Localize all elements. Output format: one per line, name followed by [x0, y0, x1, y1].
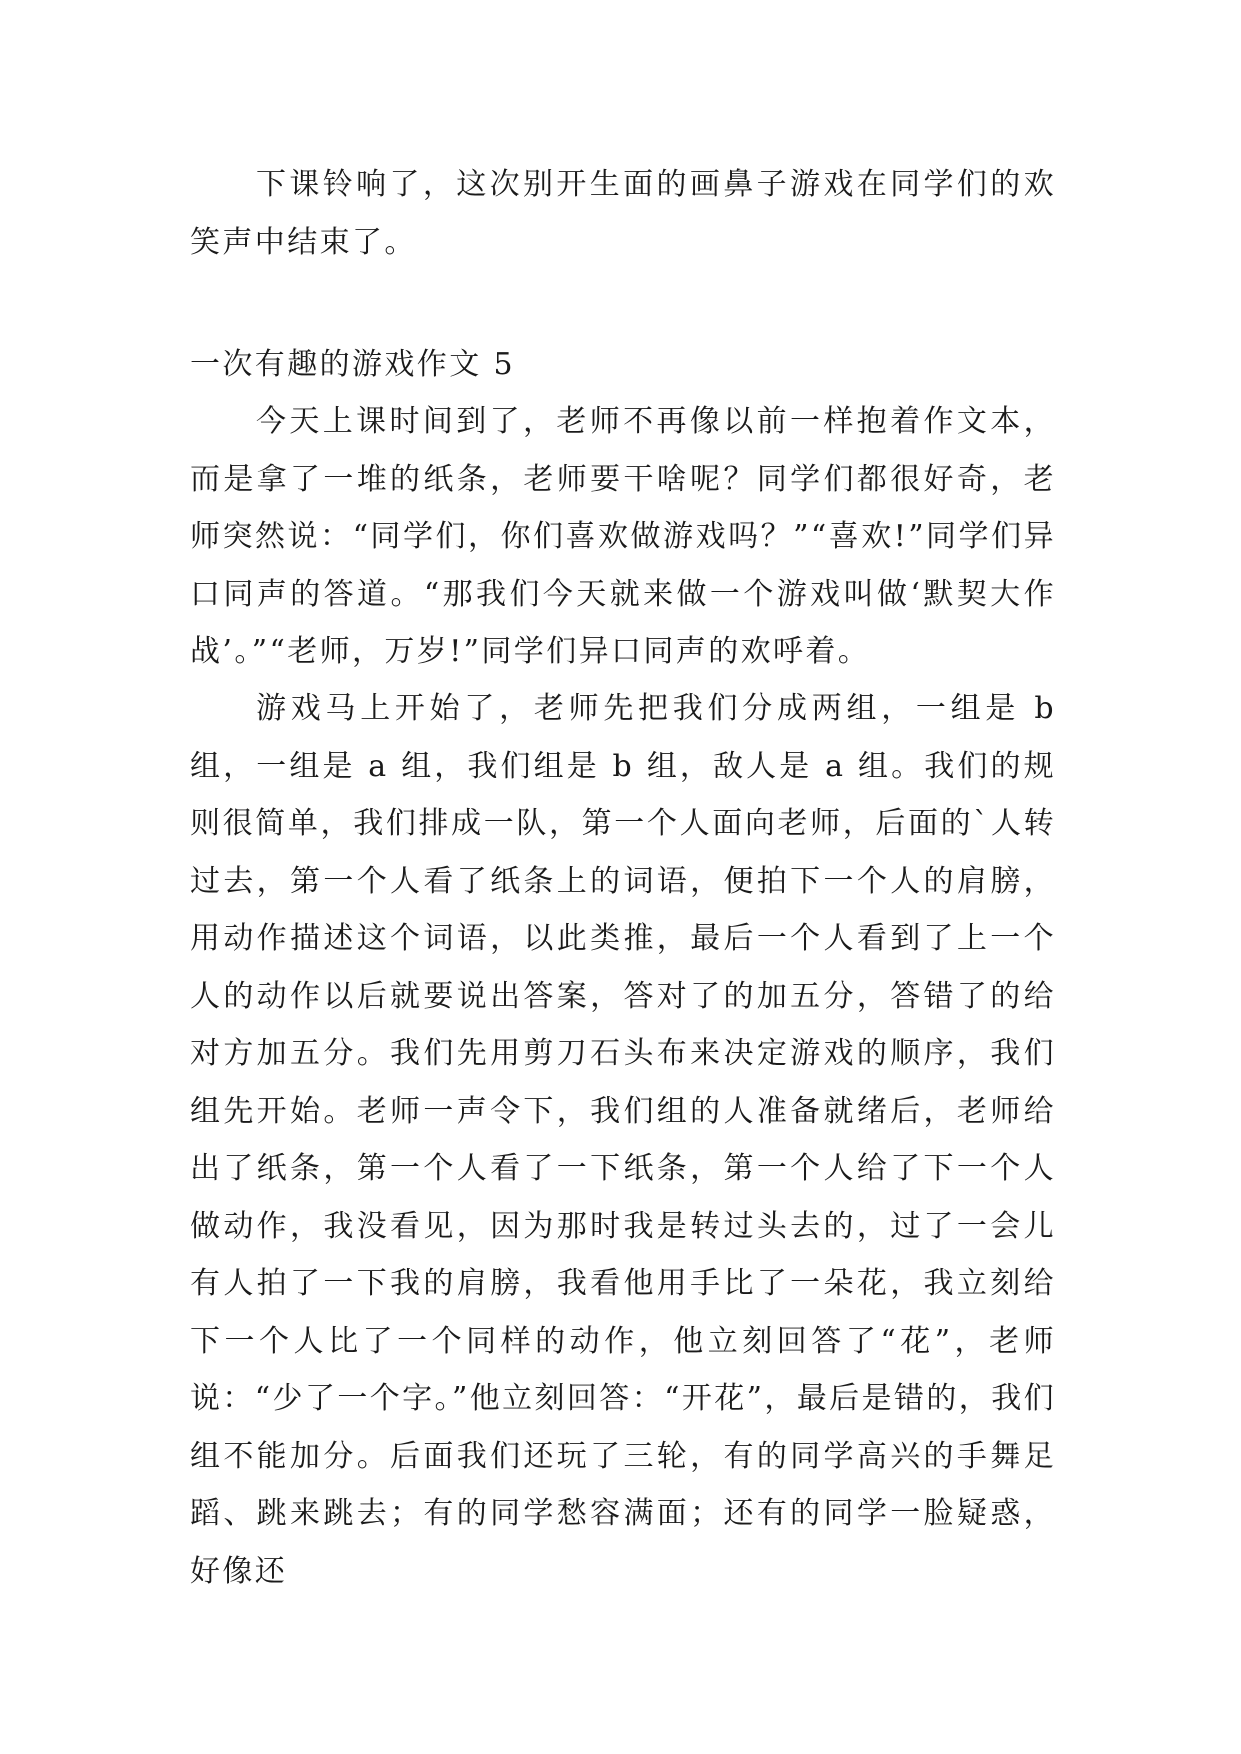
- essay-paragraph: 游戏马上开始了，老师先把我们分成两组，一组是 b 组，一组是 a 组，我们组是 b 组，敌人是 a 组。我们的规则很简单，我们排成一队，第一个人面向老师，后面的`人转过去，第一个人看了纸条上的词语，便拍下一个人的肩膀，用动作描述这个词语，以此类推，最后一个人看到了上一个人的动作以后就要说出答案，答对了的加五分，答错了的给对方加五分。我们先用剪刀石头布来决定游戏的顺序，我们组先开始。老师一声令下，我们组的人准备就绪后，老师给出了纸条，第一个人看了一下纸条，第一个人给了下一个人做动作，我没看见，因为那时我是转过头去的，过了一会儿有人拍了一下我的肩膀，我看他用手比了一朵花，我立刻给下一个人比了一个同样的动作，他立刻回答了“花”，老师说：“少了一个字。”他立刻回答：“开花”，最后是错的，我们组不能加分。后面我们还玩了三轮，有的同学高兴的手舞足蹈、跳来跳去；有的同学愁容满面；还有的同学一脸疑惑，好像还: [190, 691, 1056, 1589]
- essay-paragraph: 今天上课时间到了，老师不再像以前一样抱着作文本，而是拿了一堆的纸条，老师要干啥呢？同学们都很好奇，老师突然说：“同学们，你们喜欢做游戏吗？”“喜欢!”同学们异口同声的答道。“那我们今天就来做一个游戏叫做‘默契大作战’。”“老师，万岁!”同学们异口同声的欢呼着。: [190, 404, 1056, 669]
- essay-title: 一次有趣的游戏作文 5: [190, 347, 516, 382]
- closing-paragraph: 下课铃响了，这次别开生面的画鼻子游戏在同学们的欢笑声中结束了。: [190, 167, 1056, 260]
